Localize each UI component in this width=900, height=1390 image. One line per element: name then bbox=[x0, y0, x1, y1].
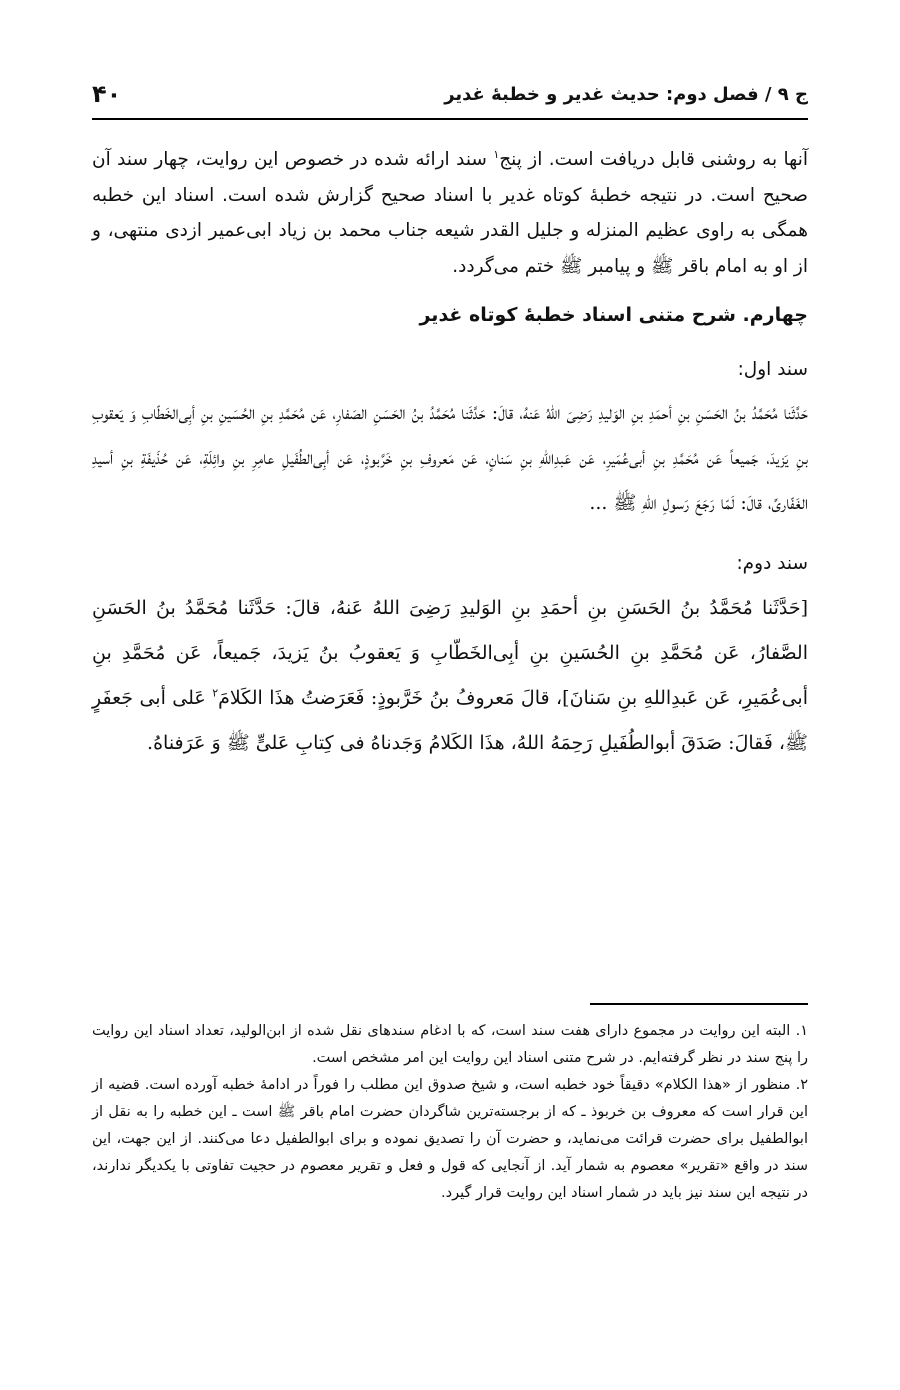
footnote-1: ۱. البته این روایت در مجموع دارای هفت سند است، که با ادغام سندهای نقل شده از ابن‌الولید، تعداد اسناد این روایت را پنج سند در نظر گرفته‌ایم. در شرح متنی اسناد این روایت این امر مشخص است. bbox=[92, 1023, 808, 1066]
running-title: ج ۹ / فصل دوم: حدیث غدیر و خطبهٔ غدیر bbox=[444, 83, 808, 105]
intro-text-a: آنها به روشنی قابل دریافت است. از پنج bbox=[499, 149, 808, 170]
footnote-rule bbox=[590, 1003, 808, 1005]
footnote-ref-2[interactable]: ۲ bbox=[212, 686, 219, 700]
intro-text-b: سند ارائه شده در خصوص این روایت، چهار سند آن صحیح است. در نتیجه خطبهٔ کوتاه غدیر با اسناد صحیح گزارش شده است. اسناد این خطبه همگی به راوی عظیم المنزله و جلیل القدر شیعه جناب محمد بن زیاد ابی‌عمیر ازدی منتهی، و از او به امام باقر ﷺ و پیامبر ﷺ ختم می‌گردد. bbox=[92, 149, 808, 277]
intro-paragraph bbox=[92, 142, 808, 284]
sanad1-text: حَدَّثَنا مُحَمَّدُ بنُ الحَسَنِ بنِ أحمَدِ بنِ الوَلیدِ رَضِیَ اللهُ عَنهُ، قالَ: حَدَّثَنا مُحَمَّدُ بنُ الحَسَنِ الصَفارِ، عَن مُحَمَّدِ بنِ الحُسَینِ بنِ أبِی‌الخَطّابِ وَ یَعقوبِ بنِ یَزیدَ، جَمیعاً عَن مُحَمَّدِ بنِ أبی‌عُمَیرِ، عَن عَبدِاللهِ بنِ سَنانٍ، عَن مَعروفِ بنِ خَرَّبوذٍ، عَن أبِی‌الطُفَیلِ عامِرِ بنِ وائِلَةِ، عَن حُذَیفَةِ بنِ أسیدِ الغَفّاریِّ، قالَ: لَمّا رَجَعَ رَسولِ اللهِ ﷺ ... bbox=[92, 402, 808, 514]
footnote-2: ۲. منظور از «هذا الکلام» دقیقاً خود خطبه است، و شیخ صدوق این مطلب را فوراً در ادامهٔ خطبه آورده است. قضیه از این قرار است که معروف بن خربوذ ـ که از برجسته‌ترین شاگردان حضرت امام باقر ﷺ است ـ این خطبه را به نقل از ابوالطفیل برای حضرت قرائت می‌نماید، و حضرت آن را تصدیق نموده و برای ابوالطفیل دعا می‌کنند. از این جهت، این سند در واقع «تقریر» معصوم به شمار آید. از آنجایی که قول و فعل و تقریر معصوم در حجیت تفاوتی با یکدیگر ندارند، در نتیجه این سند نیز باید در شمار اسناد این روایت قرار گیرد. bbox=[92, 1077, 808, 1201]
section-heading: چهارم. شرح متنی اسناد خطبهٔ کوتاه غدیر bbox=[419, 304, 808, 326]
page-number: ۴۰ bbox=[92, 80, 122, 108]
footnotes bbox=[92, 1018, 808, 1207]
footnote-ref-1[interactable]: ۱ bbox=[493, 147, 500, 161]
page-header bbox=[92, 76, 808, 112]
sanad2-text bbox=[92, 586, 808, 766]
header-rule bbox=[92, 118, 808, 120]
sanad1-label: سند اول: bbox=[737, 358, 808, 380]
sanad2-text-a: [حَدَّثَنا مُحَمَّدُ بنُ الحَسَنِ بنِ أحمَدِ بنِ الوَلیدِ رَضِیَ اللهُ عَنهُ، قالَ: حَدَّثَنا مُحَمَّدُ بنُ الحَسَنِ الصَّفارُ، عَن مُحَمَّدِ بنِ الحُسَینِ بنِ أبِی‌الخَطّابِ وَ یَعقوبُ بنُ یَزیدَ، جَمیعاً، عَن مُحَمَّدِ بنِ أبی‌عُمَیرِ، عَن عَبدِاللهِ بنِ سَنانَ]، قالَ مَعروفُ بنُ خَرَّبوذٍ: فَعَرَضتُ هذَا الکَلامَ bbox=[92, 596, 808, 709]
spacer bbox=[92, 526, 808, 540]
sanad2-label: سند دوم: bbox=[736, 553, 808, 574]
sanad2-text-b: عَلی أبی جَعفَرٍ ﷺ، فَقالَ: صَدَقَ أبوالطُفَیلِ رَحِمَهُ اللهُ، هذَا الکَلامُ وَجَدناهُ فی کِتابِ عَلیٍّ ﷺ وَ عَرَفناهُ. bbox=[92, 686, 808, 754]
main-text bbox=[92, 142, 808, 766]
